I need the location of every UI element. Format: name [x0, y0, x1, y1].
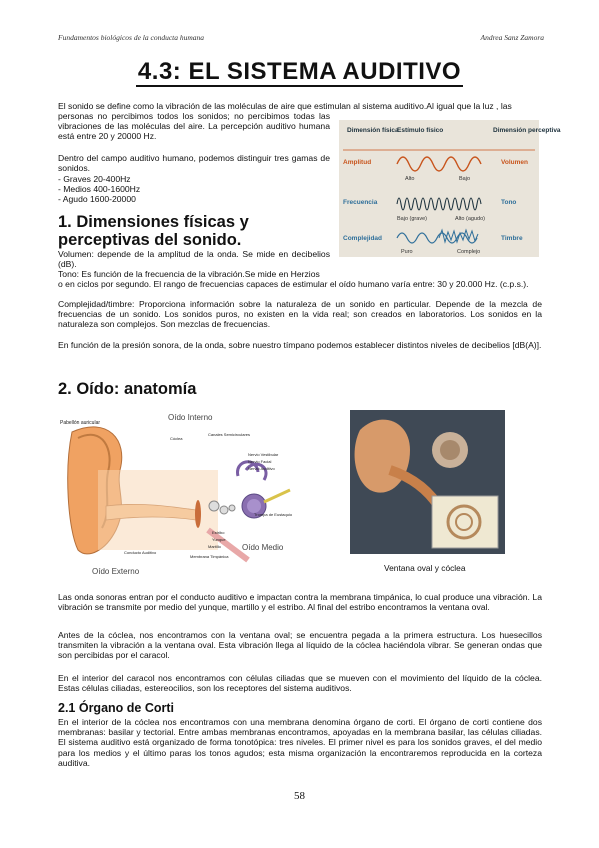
auditory-nerve-shape — [264, 490, 290, 502]
section1-heading-line2: perceptivas del sonido. — [58, 231, 242, 249]
frequency-wave — [397, 198, 481, 210]
header-right: Andrea Sanz Zamora — [480, 33, 544, 42]
svg-text:Nervio Vestibular: Nervio Vestibular — [248, 452, 279, 457]
ear-anatomy-svg — [58, 410, 318, 580]
volumen-paragraph: Volumen: depende de la amplitud de la onda. Se mide en decibelios (dB). — [58, 249, 330, 270]
tono-paragraph-a: Tono: Es función de la frecuencia de la vibración.Se mide en Herzios — [58, 269, 320, 279]
corti-paragraph: En el interior de la cóclea nos encontramos con una membrana denomina órgano de corti. El órgano de corti contiene dos membranas: basilar y tectorial. Entre ambas membranas encontramos, apoyadas en la membrana basilar, las células ciliadas. El sistema auditivo está organizado de forma tonotópica: tres niveles. El primer nivel es para los sonidos graves, el del medio para los medios y el último paras los tonos agudos; esta misma organización la encontraremos reproducida en la corteza auditiva. — [58, 717, 542, 768]
frequency-ranges-list — [58, 174, 140, 204]
tono-paragraph-b: o en ciclos por segundo. El rango de frecuencias capaces de estimular el oído humano varía entre: 30 y 20.000 Hz. (c.p.s.). — [58, 279, 529, 289]
svg-text:Oído Externo: Oído Externo — [92, 567, 140, 576]
row-perc-timbre: Timbre — [501, 235, 523, 242]
col-right-label: Dimensión perceptiva — [493, 127, 561, 134]
svg-text:Oído Interno: Oído Interno — [168, 413, 213, 422]
svg-text:Estribo: Estribo — [212, 530, 225, 535]
amplitude-wave — [397, 157, 481, 171]
ranges-intro: Dentro del campo auditivo humano, podemos distinguir tres gamas de sonidos. — [58, 153, 330, 174]
svg-text:Puro: Puro — [401, 249, 413, 255]
svg-text:Bajo: Bajo — [459, 176, 471, 182]
cochlea-inset — [432, 496, 498, 548]
svg-text:Complejo: Complejo — [457, 249, 481, 255]
svg-text:Alto (agudo): Alto (agudo) — [455, 216, 485, 222]
oval-window-image — [350, 410, 505, 554]
svg-text:Bajo (grave): Bajo (grave) — [397, 216, 427, 222]
oval-window-caption: Ventana oval y cóclea — [384, 563, 466, 573]
section2-heading: 2. Oído: anatomía — [58, 380, 197, 398]
intro-paragraph: personas no percibimos todos los sonidos; no percibimos todas las vibraciones de las moléculas del aire. La percepción auditivo humana está entre 20 y 20000 Hz. — [58, 111, 330, 142]
svg-text:Alto: Alto — [405, 176, 415, 182]
list-item: - Agudo 1600-20000 — [58, 194, 140, 204]
svg-text:Trompa de Eustaquio: Trompa de Eustaquio — [254, 512, 293, 517]
complejidad-paragraph: Complejidad/timbre: Proporciona información sobre la naturaleza de un sonido en particular. Depende de la mezcla de frecuencias de un sonido. Los sonidos puros, no existen en la vida real; son creados en laboratorios. Los sonidos en la naturaleza son complejos. Son mezclas de frecuencias. — [58, 299, 542, 330]
svg-text:Nervio Facial: Nervio Facial — [248, 459, 272, 464]
list-item: - Graves 20-400Hz — [58, 174, 140, 184]
anatomy-paragraph-2: Antes de la cóclea, nos encontramos con la ventana oval; se encuentra pegada a la primera estructura. Los huesecillos transmiten la vibración a la ventana oval. Esta vibración llega al líquido de la cóclea haciéndola vibrar. Se generan ondas que son percibidas por el caracol. — [58, 630, 542, 661]
sound-dimensions-figure — [339, 120, 561, 257]
complex-wave — [439, 230, 478, 242]
page-number: 58 — [294, 790, 305, 802]
col-left-label: Dimensión física — [347, 127, 399, 134]
svg-text:Martillo: Martillo — [208, 544, 221, 549]
svg-text:Conducto Auditivo: Conducto Auditivo — [124, 550, 157, 555]
row-perc-volumen: Volumen — [501, 159, 528, 166]
row-perc-tono: Tono — [501, 199, 517, 206]
svg-text:Nervio Auditivo: Nervio Auditivo — [248, 466, 275, 471]
row-phys-frecuencia: Frecuencia — [343, 199, 378, 206]
svg-text:Oído Medio: Oído Medio — [242, 543, 284, 552]
svg-text:Cóclea: Cóclea — [170, 436, 183, 441]
section1-heading-line1: 1. Dimensiones físicas y — [58, 213, 249, 231]
svg-text:Yunque: Yunque — [212, 537, 226, 542]
anatomy-paragraph-3: En el interior del caracol nos encontramos con células ciliadas que se mueven con el movimiento del líquido de la cóclea. Estas células ciliadas, estereocilios, son los receptores del sistema auditivos. — [58, 673, 542, 694]
list-item: - Medios 400-1600Hz — [58, 184, 140, 194]
row-phys-amplitud: Amplitud — [343, 159, 372, 166]
row-phys-complejidad: Complejidad — [343, 235, 383, 242]
page-title: 4.3: EL SISTEMA AUDITIVO — [137, 58, 462, 85]
header-left: Fundamentos biológicos de la conducta humana — [58, 33, 205, 42]
col-mid-label: Estímulo físico — [397, 127, 444, 134]
svg-text:Pabellón auricular: Pabellón auricular — [60, 420, 101, 426]
svg-text:Canales Semicirculares: Canales Semicirculares — [208, 432, 251, 437]
presion-paragraph: En función de la presión sonora, de la onda, sobre nuestro tímpano podemos establecer distintos niveles de decibelios [dB(A)]. — [58, 340, 542, 350]
svg-text:Membrana Timpánica: Membrana Timpánica — [190, 554, 229, 559]
section21-heading: 2.1 Órgano de Corti — [58, 701, 174, 715]
anatomy-paragraph-1: Las onda sonoras entran por el conducto auditivo e impactan contra la membrana timpánica, lo cual produce una vibración. La vibración se transmite por medio del yunque, martillo y el estribo. Al final del estribo encontramos la ventana oval. — [58, 592, 542, 613]
ear-anatomy-figure — [58, 410, 318, 580]
tympanic-membrane-shape — [195, 500, 201, 528]
sound-dimensions-svg — [339, 120, 561, 257]
intro-line1: El sonido se define como la vibración de las moléculas de aire que estimulan al sistema auditivo.Al igual que la luz , las — [58, 101, 512, 111]
